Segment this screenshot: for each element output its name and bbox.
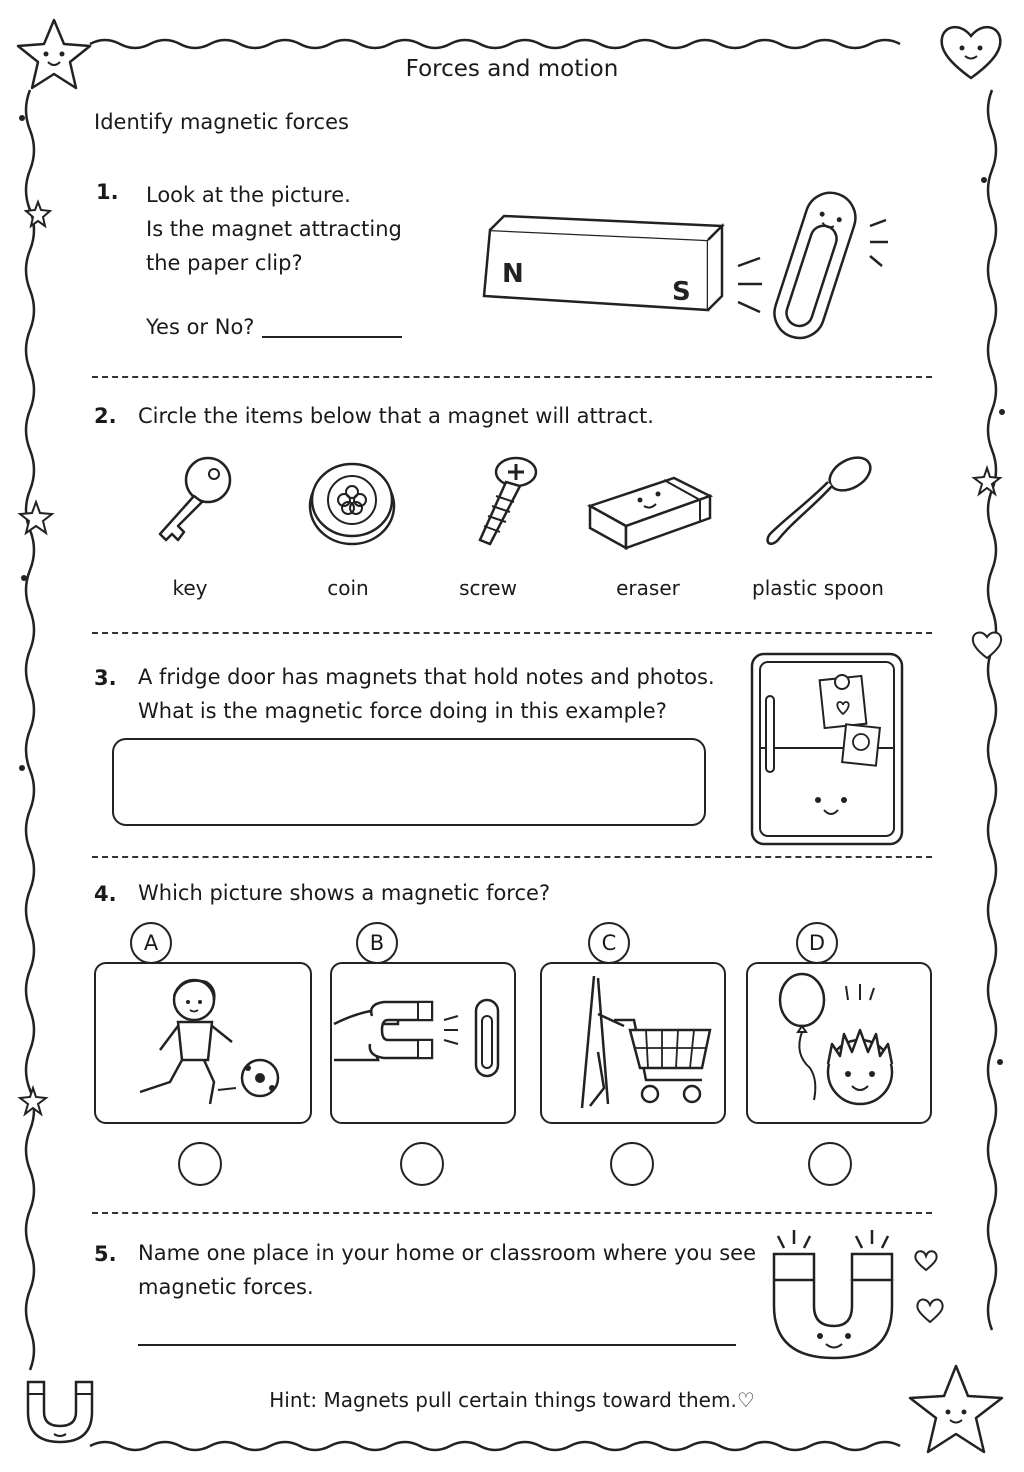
small-star-icon: [18, 1086, 48, 1116]
option-b-radio[interactable]: [400, 1142, 444, 1186]
option-c-radio[interactable]: [610, 1142, 654, 1186]
key-icon[interactable]: [150, 452, 240, 552]
horseshoe-magnet-face-illustration: [764, 1226, 944, 1366]
option-d-letter: D: [796, 922, 838, 964]
question-1-number: 1.: [96, 180, 119, 204]
section-divider: [92, 632, 932, 634]
hand-magnet-paperclip-illustration: [332, 964, 514, 1122]
coin-icon[interactable]: [306, 456, 398, 548]
eraser-icon[interactable]: [584, 456, 716, 552]
question-5-line: magnetic forces.: [138, 1275, 314, 1299]
worksheet-title: Forces and motion: [405, 56, 619, 82]
question-1-line: Is the magnet attracting: [146, 217, 402, 241]
question-5-text: [138, 1236, 756, 1304]
option-b-letter: B: [356, 922, 398, 964]
magnet-north-label: N: [502, 259, 524, 289]
person-pushing-cart-illustration: [542, 964, 724, 1122]
question-2-number: 2.: [94, 404, 117, 428]
option-c-picture[interactable]: [540, 962, 726, 1124]
star-icon: [14, 14, 94, 94]
question-1-line: the paper clip?: [146, 251, 303, 275]
bar-magnet-paperclip-illustration: [480, 186, 900, 346]
question-3-number: 3.: [94, 666, 117, 690]
small-star-icon: [972, 466, 1002, 496]
question-3-text: [138, 660, 715, 728]
item-label-plastic-spoon: plastic spoon: [752, 576, 884, 600]
question-5-answer-line[interactable]: [138, 1344, 736, 1346]
question-3-line: A fridge door has magnets that hold notes and photos.: [138, 665, 715, 689]
question-5-line: Name one place in your home or classroom where you see: [138, 1241, 756, 1265]
option-d-picture[interactable]: [746, 962, 932, 1124]
section-divider: [92, 856, 932, 858]
question-3-line: What is the magnetic force doing in this example?: [138, 699, 667, 723]
option-a-radio[interactable]: [178, 1142, 222, 1186]
question-1-prompt: Yes or No?: [146, 315, 255, 339]
option-d-radio[interactable]: [808, 1142, 852, 1186]
item-label-eraser: eraser: [616, 576, 680, 600]
question-2-text: Circle the items below that a magnet will attract.: [138, 404, 654, 428]
small-star-icon: [24, 200, 52, 228]
boy-kicking-ball-illustration: [96, 964, 310, 1122]
option-c-letter: C: [588, 922, 630, 964]
small-heart-icon: [970, 628, 1004, 660]
item-label-screw: screw: [459, 576, 517, 600]
screw-icon[interactable]: [466, 452, 546, 552]
question-1-answer-line[interactable]: [262, 336, 402, 338]
magnet-south-label: S: [672, 277, 691, 307]
question-5-number: 5.: [94, 1242, 117, 1266]
item-label-key: key: [172, 576, 208, 600]
section-divider: [92, 376, 932, 378]
hint-text: Hint: Magnets pull certain things toward them.♡: [269, 1388, 755, 1412]
option-a-letter: A: [130, 922, 172, 964]
section-divider: [92, 1212, 932, 1214]
balloon-static-hair-illustration: [748, 964, 930, 1122]
option-b-picture[interactable]: [330, 962, 516, 1124]
question-4-text: Which picture shows a magnetic force?: [138, 881, 551, 905]
question-1-line: Look at the picture.: [146, 183, 351, 207]
small-star-icon: [18, 500, 54, 536]
question-3-answer-box[interactable]: [112, 738, 706, 826]
plastic-spoon-icon[interactable]: [762, 452, 878, 548]
option-a-picture[interactable]: [94, 962, 312, 1124]
worksheet-subtitle: Identify magnetic forces: [94, 110, 349, 134]
question-1-text: [146, 178, 402, 280]
fridge-illustration: [750, 652, 904, 846]
question-4-number: 4.: [94, 882, 117, 906]
item-label-coin: coin: [327, 576, 369, 600]
